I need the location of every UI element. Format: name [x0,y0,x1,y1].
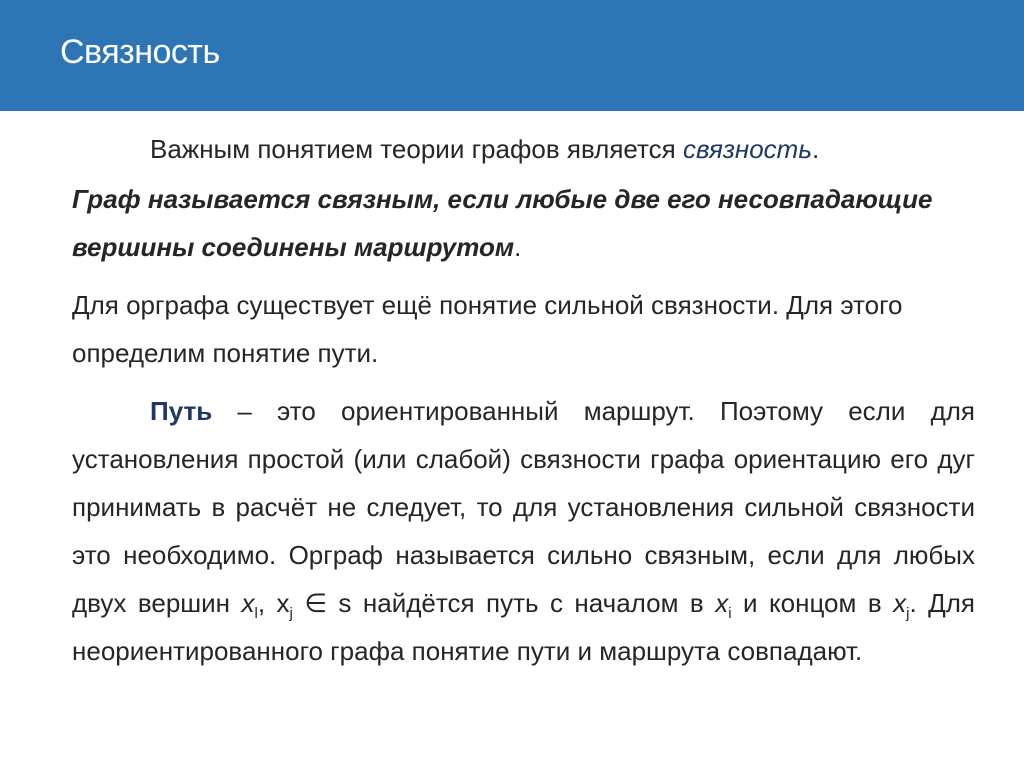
intro-end: . [812,134,820,164]
paragraph-intro [72,125,975,173]
paragraph-path [72,387,975,675]
term-path: Путь [150,396,213,426]
element-of-text: ∈ s найдётся путь с началом в [292,588,716,618]
paragraph-definition [72,175,975,271]
definition-end: . [514,232,522,262]
path-text-1: – это ориентированный маршрут. Поэтому если для установления простой (или слабой) связности графа ориентацию его дуг принимать в расчёт не следует, то для установления сильной связности это необходимо. Орграф называется сильно связным, если для любых двух вершин [72,396,975,618]
separator-xj: , x [257,588,290,618]
subscript-l: l [254,605,258,622]
slide-title-bar [0,0,1024,111]
subscript-i: i [728,605,732,622]
paragraph-strong-connectivity [72,281,975,377]
slide-body [72,125,975,675]
subscript-j-1: j [289,605,293,622]
end-text: и концом в [731,588,894,618]
strong-connectivity-text: Для орграфа существует ещё понятие сильной связности. Для этого определим понятие пути. [72,290,903,368]
vertex-x-i: x [715,588,729,618]
slide-title: Связность [60,33,220,71]
subscript-j-2: j [906,605,910,622]
vertex-x-l: x [241,588,255,618]
intro-text: Важным понятием теории графов является [150,134,683,164]
path-text-2: . Для неориентированного графа понятие пути и маршрута совпадают. [72,588,975,666]
term-connectivity: связность [682,134,813,164]
connected-graph-definition: Граф называется связным, если любые две его несовпадающие вершины соединены маршрутом [72,184,933,262]
vertex-x-j: x [893,588,907,618]
